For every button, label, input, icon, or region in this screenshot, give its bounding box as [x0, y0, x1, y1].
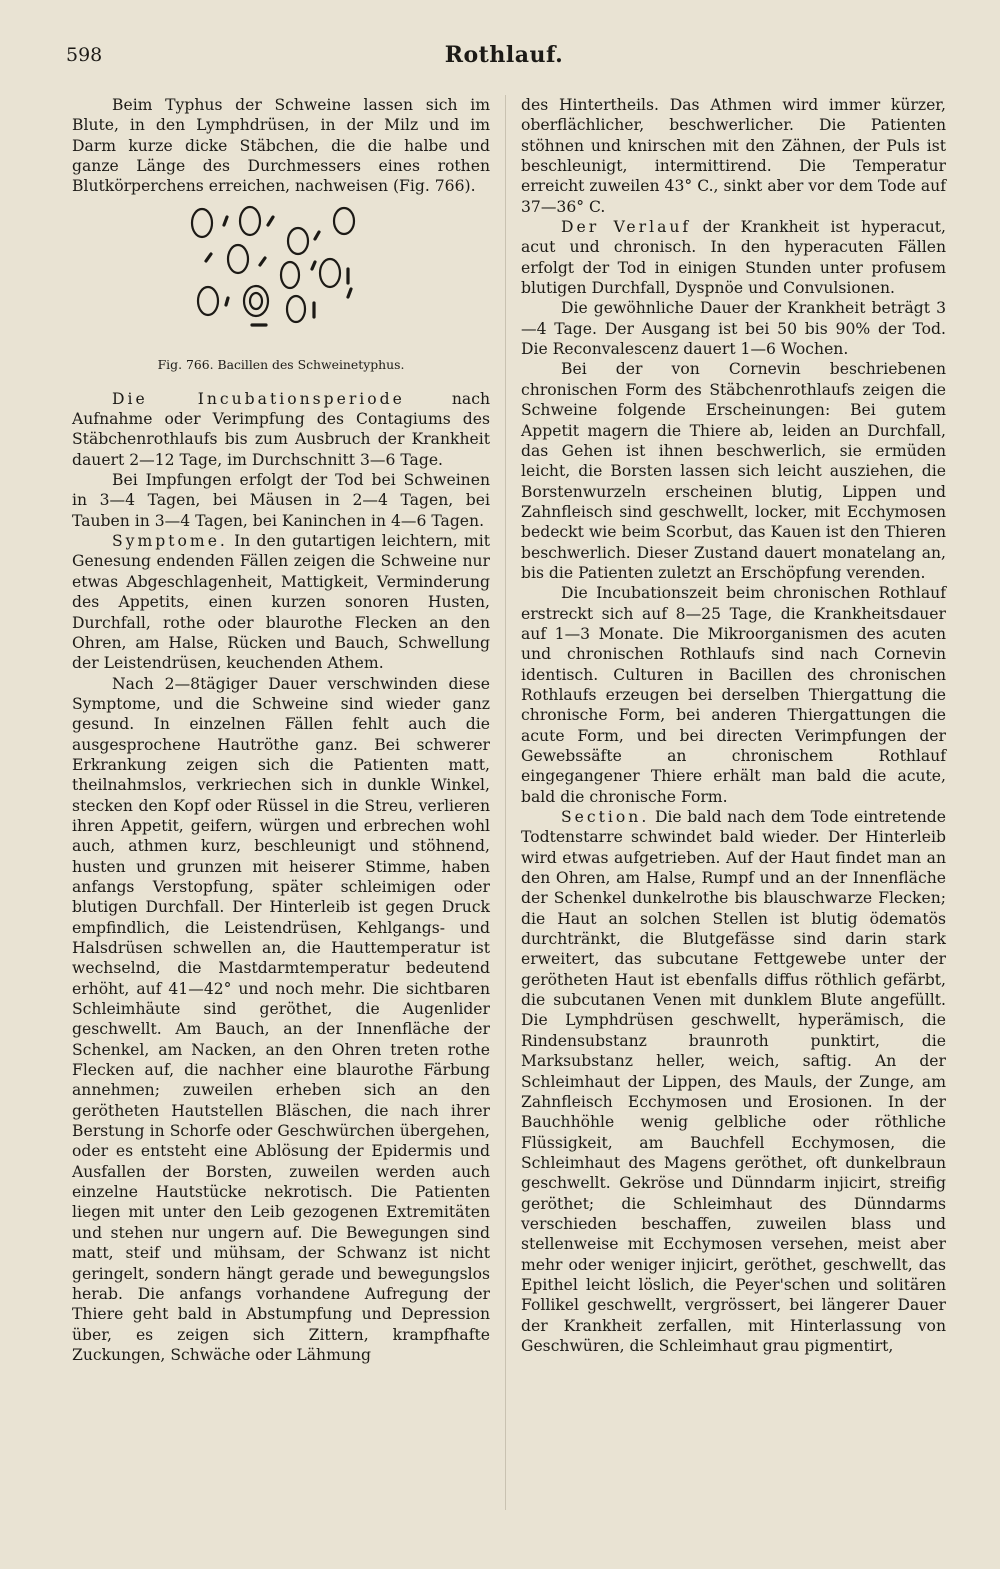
right-column	[521, 95, 946, 1356]
blood-cell	[192, 209, 212, 237]
bacillus	[312, 262, 315, 269]
paragraph-continuation: des Hintertheils. Das Athmen wird immer kürzer, oberflächlicher, beschwerlicher. Die Patienten stöhnen und knirschen mit den Zähnen, der Puls ist beschleunigt, intermittirend. Die Temperatur erreicht zuweilen 43° C., sinkt aber vor dem Tode auf 37—36° C.	[521, 96, 946, 216]
blood-cell	[288, 228, 308, 254]
bacillus	[315, 232, 319, 239]
blood-cell	[250, 293, 262, 309]
bacilli-illustration	[172, 197, 402, 357]
running-head: Rothlauf.	[444, 42, 564, 68]
blood-cell	[198, 287, 218, 315]
paragraph-chronic-form: Bei der von Cornevin beschriebenen chronischen Form des Stäbchenrothlaufs zeigen die Schweine folgende Erscheinungen: Bei gutem Appetit magern die Thiere ab, leiden an Durchfall, das Gehen ist ihnen beschwerlich, sie ermüden leicht, die Borsten lassen sich leicht ausziehen, die Borstenwurzeln erscheinen blutig, Lippen und Zahnfleisch sind geschwellt, locker, mit Ecchymosen bedeckt wie beim Scorbut, das Kauen ist den Thieren beschwerlich. Dieser Zustand dauert monatelang an, bis die Patienten zuletzt an Erschöpfung verenden.	[521, 360, 946, 582]
blood-cell	[244, 286, 268, 316]
paragraph-inoculation: Bei Impfungen erfolgt der Tod bei Schweinen in 3—4 Tagen, bei Mäusen in 2—4 Tagen, bei Tauben in 3—4 Tagen, bei Kaninchen in 4—6 Tagen.	[72, 471, 490, 530]
heading-section: Section.	[561, 808, 650, 827]
blood-cell	[320, 259, 340, 287]
bacillus	[268, 217, 273, 225]
bacillus	[348, 289, 351, 297]
bacillus	[260, 258, 265, 265]
paragraph-duration: Die gewöhnliche Dauer der Krankheit beträgt 3—4 Tage. Der Ausgang ist bei 50 bis 90% der Tod. Die Reconvalescenz dauert 1—6 Wochen.	[521, 299, 946, 359]
blood-cell	[287, 296, 305, 322]
bacillus	[226, 298, 228, 305]
left-column	[72, 95, 490, 1365]
bacillus	[206, 254, 211, 261]
heading-course: Der Verlauf	[561, 218, 692, 237]
page-header	[66, 40, 942, 76]
paragraph-symptoms: Symptome. In den gutartigen leichtern, mit Genesung endenden Fällen zeigen die Schweine nur etwas Abgeschlagenheit, Mattigkeit, Verminderung des Appetits, einen kurzen sonoren Husten, Durchfall, rothe oder blaurothe Flecken an den Ohren, am Halse, Rücken und Bauch, Schwellung der Leistendrüsen, keuchenden Athem.	[72, 532, 490, 673]
blood-cell	[240, 207, 260, 235]
paragraph-incubation: Die Incubationsperiode nach Aufnahme oder Verimpfung des Contagiums des Stäbchenrothlaufs bis zum Ausbruch der Krankheit dauert 2—12 Tage, im Durchschnitt 3—6 Tage.	[72, 389, 491, 469]
paragraph-severe-course: Nach 2—8tägiger Dauer verschwinden diese Symptome, und die Schweine sind wieder ganz gesund. In einzelnen Fällen fehlt auch die ausgesprochene Hautröthe ganz. Bei schwerer Erkrankung zeigen sich die Patienten matt, theilnahmslos, verkriechen sich in dunkle Winkel, stecken den Kopf oder Rüssel in die Streu, verlieren ihren Appetit, geifern, würgen und erbrechen wohl auch, athmen kurz, beschleunigt und stöhnend, husten und grunzen mit heiserer Stimme, haben anfangs Verstopfung, später schleimigen oder blutigen Durchfall. Der Hinterleib ist gegen Druck empfindlich, die Leistendrüsen, Kehlgangs- und Halsdrüsen schwellen an, die Hauttemperatur ist wechselnd, die Mastdarmtemperatur bedeutend erhöht, auf 41—42° und noch mehr. Die sichtbaren Schleimhäute sind geröthet, die Augenlider geschwellt. Am Bauch, an der Innenfläche der Schenkel, am Nacken, an den Ohren treten rothe Flecken auf, die nachher eine blaurothe Färbung annehmen; zuweilen erheben sich an den gerötheten Hautstellen Bläschen, die nach ihrer Berstung in Schorfe oder Geschwürchen übergehen, oder es entsteht eine Ablösung der Epidermis und Ausfallen der Borsten, zuweilen werden auch einzelne Hautstücke nekrotisch. Die Patienten liegen mit unter den Leib gezogenen Extremitäten und stehen nur ungern auf. Die Bewegungen sind matt, steif und mühsam, der Schwanz ist nicht geringelt, sondern hängt gerade und bewegungslos herab. Die anfangs vorhandene Aufregung der Thiere geht bald in Abstumpfung und Depression über, es zeigen sich Zittern, krampfhafte Zuckungen, Schwäche oder Lähmung	[72, 674, 490, 1364]
heading-incubation: Die Incubationsperiode	[112, 389, 405, 408]
heading-symptoms: Symptome.	[112, 532, 228, 551]
bacillus	[224, 217, 227, 225]
column-divider	[505, 95, 506, 1510]
paragraph-course: Der Verlauf der Krankheit ist hyperacut, acut und chronisch. In den hyperacuten Fällen erfolgt der Tod in einigen Stunden unter profusem blutigen Durchfall, Dyspnöe und Convulsionen.	[521, 218, 946, 298]
paragraph-typhus: Beim Typhus der Schweine lassen sich im Blute, in den Lymphdrüsen, in der Milz und im Darm kurze dicke Stäbchen, die die halbe und ganze Länge des Durchmessers eines rothen Blutkörperchens erreichen, nachweisen (Fig. 766).	[72, 96, 490, 196]
figure-766	[72, 197, 490, 357]
paragraph-section: Section. Die bald nach dem Tode eintretende Todtenstarre schwindet bald wieder. Der Hinterleib wird etwas aufgetrieben. Auf der Haut findet man an den Ohren, am Halse, Rumpf und an der Innenfläche der Schenkel dunkelrothe bis blauschwarze Flecken; die Haut an solchen Stellen ist blutig ödematös durchtränkt, die Blutgefässe sind darin stark erweitert, das subcutane Fettgewebe unter der gerötheten Haut ist ebenfalls diffus röthlich gefärbt, die subcutanen Venen mit dunklem Blute angefüllt. Die Lymphdrüsen geschwellt, hyperämisch, die Rindensubstanz braunroth punktirt, die Marksubstanz heller, weich, saftig. An der Schleimhaut der Lippen, des Mauls, der Zunge, am Zahnfleisch Ecchymosen und Erosionen. In der Bauchhöhle wenig gelbliche oder röthliche Flüssigkeit, am Bauchfell Ecchymosen, die Schleimhaut des Magens geröthet, oft dunkelbraun geschwellt. Gekröse und Dünndarm injicirt, streifig geröthet; die Schleimhaut des Dünndarms verschieden beschaffen, zuweilen blass und stellenweise mit Ecchymosen versehen, meist aber mehr oder weniger injicirt, geröthet, geschwellt, das Epithel leicht löslich, die Peyer'schen und solitären Follikel geschwellt, vergrössert, bei längerer Dauer der Krankheit zerfallen, mit Hinterlassung von Geschwüren, die Schleimhaut grau pigmentirt,	[521, 808, 946, 1355]
blood-cell	[281, 262, 299, 288]
blood-cell	[228, 245, 248, 273]
figure-caption: Fig. 766. Bacillen des Schweinetyphus.	[157, 356, 405, 372]
blood-cell	[334, 208, 354, 234]
page-number: 598	[66, 44, 103, 66]
paragraph-chronic-incubation: Die Incubationszeit beim chronischen Rothlauf erstreckt sich auf 8—25 Tage, die Krankheitsdauer auf 1—3 Monate. Die Mikroorganismen des acuten und chronischen Rothlaufs sind nach Cornevin identisch. Culturen in Bacillen des chronischen Rothlaufs erzeugen bei derselben Thiergattung die chronische Form, bei anderen Thiergattungen die acute Form, und bei directen Verimpfungen der Gewebssäfte an chronischem Rothlauf eingegangener Thiere erhält man bald die acute, bald die chronische Form.	[521, 584, 946, 806]
